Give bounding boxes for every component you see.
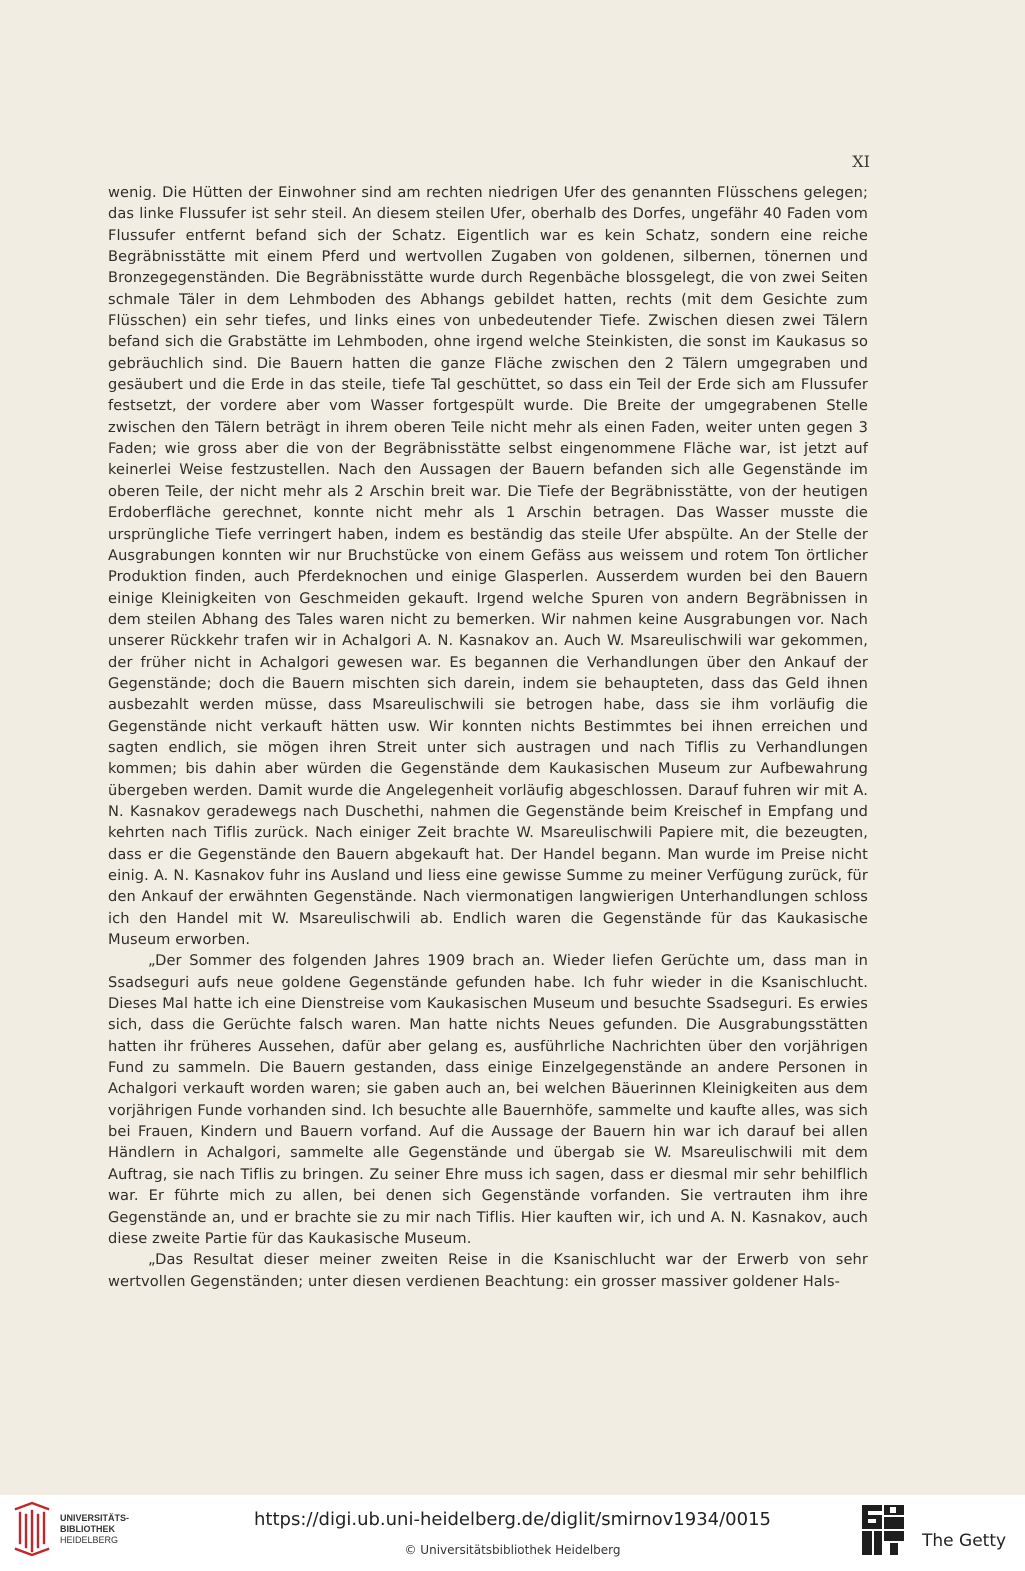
paragraph-1: wenig. Die Hütten der Einwohner sind am rechten niedrigen Ufer des genannten Flüsschens gelegen; das linke Flussufer ist sehr steil. An diesem steilen Ufer, oberhalb des Dorfes, ungefähr 40 Faden vom Flussufer entfernt befand sich der Schatz. Eigentlich war es kein Schatz, sondern eine reiche Begräbnisstätte mit einem Pferd und wertvollen Zugaben von goldenen, silbernen, tönernen und Bronzegegenständen. Die Begräbnisstätte wurde durch Regenbäche blossgelegt, die von zwei Seiten schmale Täler in dem Lehmboden des Abhangs gebildet hatten, rechts (mit dem Gesichte zum Flüsschen) ein sehr tiefes, und links eines von unbedeutender Tiefe. Zwischen diesen zwei Tälern befand sich die Grabstätte im Lehmboden, ohne irgend welche Steinkisten, die sonst im Kaukasus so gebräuchlich sind. Die Bauern hatten die ganze Fläche zwischen den 2 Tälern umgegraben und gesäubert und die Erde in das steile, tiefe Tal geschüttet, so dass ein Teil der Erde sich am Flussufer festsetzt, der vordere aber vom Wasser fortgespült wurde. Die Breite der umgegrabenen Stelle zwischen den Tälern beträgt in ihrem oberen Teile nicht mehr als einen Faden, weiter unten gegen 3 Faden; wie gross aber die von der Begräbnisstätte selbst eingenommene Fläche war, ist jetzt auf keinerlei Weise festzustellen. Nach den Aussagen der Bauern befanden sich alle Gegenstände im oberen Teile, der nicht mehr als 2 Arschin breit war. Die Tiefe der Begräbnisstätte, von der heutigen Erdoberfläche gerechnet, konnte nicht mehr als 1 Arschin betragen. Das Wasser musste die ursprüngliche Tiefe verringert haben, indem es beständig das steile Ufer abspülte. An der Stelle der Ausgrabungen konnten wir nur Bruchstücke von einem Gefäss aus weissem und rotem Ton örtlicher Produktion finden, auch Pferdeknochen und einige Glasperlen. Ausserdem wurden bei den Bauern einige Kleinigkeiten von Geschmeiden gekauft. Irgend welche Spuren von andern Begräbnissen in dem steilen Abhang des Tales waren nicht zu bemerken. Wir nahmen keine Ausgrabungen vor. Nach unserer Rückkehr trafen wir in Achalgori A. N. Kasnakov an. Auch W. Msareulischwili war gekommen, der früher nicht in Achalgori gewesen war. Es begannen die Verhandlungen über den Ankauf der Gegenstände; doch die Bauern mischten sich darein, indem sie behaupteten, dass das Geld ihnen ausbezahlt werden müsse, dass Msareulischwili sie betrogen habe, dass sie ihm vorläufig die Gegenstände nicht verkauft hätten usw. Wir konnten nichts Bestimmtes bei ihnen erreichen und sagten endlich, sie mögen ihren Streit unter sich austragen und nach Tiflis zu Verhandlungen kommen; bis dahin aber würden die Gegenstände dem Kaukasischen Museum zur Aufbewahrung übergeben werden. Damit wurde die Angelegenheit vorläufig abgeschlossen. Darauf fuhren wir mit A. N. Kasnakov geradewegs nach Duschethi, nahmen die Gegenstände beim Kreischef in Empfang und kehrten nach Tiflis zurück. Nach einiger Zeit brachte W. Msareulischwili Papiere mit, die bezeugten, dass er die Gegenstände den Bauern abgekauft hat. Der Handel begann. Man wurde im Preise nicht einig. A. N. Kasnakov fuhr ins Ausland und liess eine gewisse Summe zu meiner Verfügung zurück, für den Ankauf der erwähnten Gegenstände. Nach viermonatigen langwierigen Unterhandlungen schloss ich den Handel mit W. Msareulischwili ab. Endlich waren die Gegenstände für das Kaukasische Museum erworben. <box>108 184 868 949</box>
getty-logo-icon[interactable] <box>860 1503 906 1559</box>
copyright-notice: © Universitätsbibliothek Heidelberg <box>404 1543 621 1557</box>
library-name-line-2: BIBLIOTHEK <box>60 1524 115 1534</box>
library-name-line-1: UNIVERSITÄTS- <box>60 1513 130 1523</box>
partner-name[interactable]: The Getty <box>922 1531 1007 1551</box>
page-number: XI <box>852 152 870 171</box>
permalink-url[interactable]: https://digi.ub.uni-heidelberg.de/diglit/smirnov1934/0015 <box>254 1509 771 1530</box>
library-name-line-3: HEIDELBERG <box>60 1535 119 1545</box>
footer-bar <box>0 1495 1025 1571</box>
body-text <box>108 182 868 1292</box>
paragraph-3: „Das Resultat dieser meiner zweiten Reise in die Ksanischlucht war der Erwerb von sehr wertvollen Gegenständen; unter diesen verdienen Beachtung: ein grosser massiver goldener Hals- <box>108 1251 868 1290</box>
paragraph-2: „Der Sommer des folgenden Jahres 1909 brach an. Wieder liefen Gerüchte um, dass man in Ssadseguri aufs neue goldene Gegenstände gefunden habe. Ich fuhr wieder in die Ksanischlucht. Dieses Mal hatte ich eine Dienstreise vom Kaukasischen Museum und besuchte Ssadseguri. Es erwies sich, dass die Gerüchte falsch waren. Man hatte nichts Neues gefunden. Die Ausgrabungsstätten hatten ihr früheres Aussehen, dafür aber gelang es, ausführliche Nachrichten über den vorjährigen Fund zu sammeln. Die Bauern gestanden, dass einige Einzelgegenstände an andere Personen in Achalgori verkauft worden waren; sie gaben auch an, bei welchen Bäuerinnen Kleinigkeiten aus dem vorjährigen Funde vorhanden sind. Ich besuchte alle Bauernhöfe, sammelte und kaufte alles, was sich bei Frauen, Kindern und Bauern vorfand. Auf die Aussage der Bauern hin war ich darauf bei allen Händlern in Achalgori, sammelte alle Gegenstände und übergab sie W. Msareulischwili mit dem Auftrag, sie nach Tiflis zu bringen. Zu seiner Ehre muss ich sagen, dass er diesmal mir sehr behilflich war. Er führte mich zu allen, bei denen sich Gegenstände vorfanden. Sie vertrauten ihm ihre Gegenstände an, und er brachte sie zu mir nach Tiflis. Hier kauften wir, ich und A. N. Kasnakov, auch diese zweite Partie für das Kaukasische Museum. <box>108 952 868 1247</box>
